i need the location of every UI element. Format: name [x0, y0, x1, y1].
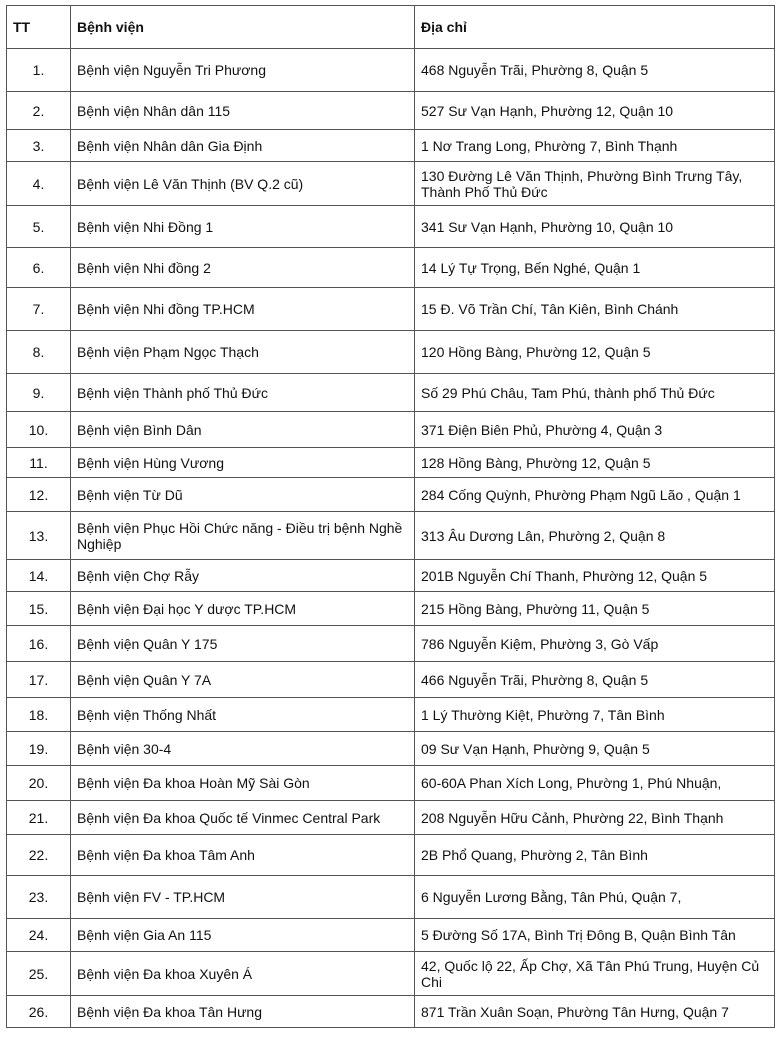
hospital-name: Bệnh viện Nhi đồng 2 — [71, 248, 415, 288]
hospital-address: 6 Nguyễn Lương Bằng, Tân Phú, Quận 7, — [415, 876, 775, 919]
hospital-name: Bệnh viện Đa khoa Tân Hưng — [71, 996, 415, 1028]
table-row — [7, 766, 775, 801]
table-body — [7, 49, 775, 1028]
hospital-name: Bệnh viện Nhân dân Gia Định — [71, 130, 415, 162]
row-number: 19. — [7, 732, 71, 766]
row-number: 11. — [7, 448, 71, 478]
hospital-address: 5 Đường Số 17A, Bình Trị Đông B, Quận Bình Tân — [415, 919, 775, 952]
hospital-address: 60-60A Phan Xích Long, Phường 1, Phú Nhuận, — [415, 766, 775, 801]
table-row — [7, 374, 775, 412]
hospital-name: Bệnh viện 30-4 — [71, 732, 415, 766]
hospital-name: Bệnh viện Thành phố Thủ Đức — [71, 374, 415, 412]
hospital-name: Bệnh viện Bình Dân — [71, 412, 415, 448]
row-number: 17. — [7, 662, 71, 698]
hospital-address: 468 Nguyễn Trãi, Phường 8, Quận 5 — [415, 49, 775, 92]
row-number: 1. — [7, 49, 71, 92]
row-number: 24. — [7, 919, 71, 952]
row-number: 18. — [7, 698, 71, 732]
column-header-tt: TT — [7, 6, 71, 49]
hospital-address: 2B Phổ Quang, Phường 2, Tân Bình — [415, 835, 775, 876]
row-number: 22. — [7, 835, 71, 876]
column-header-hospital: Bệnh viện — [71, 6, 415, 49]
row-number: 13. — [7, 512, 71, 560]
hospital-name: Bệnh viện Nhi Đồng 1 — [71, 206, 415, 248]
row-number: 15. — [7, 592, 71, 626]
table-row — [7, 592, 775, 626]
table-row — [7, 919, 775, 952]
table-row — [7, 49, 775, 92]
hospital-address: 42, Quốc lộ 22, Ấp Chợ, Xã Tân Phú Trung, Huyện Củ Chi — [415, 952, 775, 996]
hospital-name: Bệnh viện Đa khoa Hoàn Mỹ Sài Gòn — [71, 766, 415, 801]
hospital-address: 786 Nguyễn Kiệm, Phường 3, Gò Vấp — [415, 626, 775, 662]
row-number: 20. — [7, 766, 71, 801]
hospital-address: 120 Hồng Bàng, Phường 12, Quận 5 — [415, 331, 775, 374]
row-number: 8. — [7, 331, 71, 374]
hospital-address: 14 Lý Tự Trọng, Bến Nghé, Quận 1 — [415, 248, 775, 288]
row-number: 14. — [7, 560, 71, 592]
table-row — [7, 162, 775, 206]
hospital-address: 201B Nguyễn Chí Thanh, Phường 12, Quận 5 — [415, 560, 775, 592]
hospital-name: Bệnh viện Đa khoa Tâm Anh — [71, 835, 415, 876]
table-row — [7, 801, 775, 835]
hospital-name: Bệnh viện Từ Dũ — [71, 478, 415, 512]
table-row — [7, 206, 775, 248]
table-row — [7, 626, 775, 662]
row-number: 12. — [7, 478, 71, 512]
hospital-name: Bệnh viện Phạm Ngọc Thạch — [71, 331, 415, 374]
hospital-name: Bệnh viện Gia An 115 — [71, 919, 415, 952]
hospital-name: Bệnh viện Đa khoa Xuyên Á — [71, 952, 415, 996]
table-row — [7, 952, 775, 996]
hospital-address: 1 Lý Thường Kiệt, Phường 7, Tân Bình — [415, 698, 775, 732]
hospital-name: Bệnh viện Nhi đồng TP.HCM — [71, 288, 415, 331]
table-row — [7, 288, 775, 331]
hospital-address: 371 Điện Biên Phủ, Phường 4, Quận 3 — [415, 412, 775, 448]
hospital-address: 130 Đường Lê Văn Thịnh, Phường Bình Trưng Tây, Thành Phố Thủ Đức — [415, 162, 775, 206]
row-number: 9. — [7, 374, 71, 412]
hospital-table — [6, 5, 775, 1028]
hospital-name: Bệnh viện Quân Y 7A — [71, 662, 415, 698]
hospital-name: Bệnh viện Lê Văn Thịnh (BV Q.2 cũ) — [71, 162, 415, 206]
table-row — [7, 996, 775, 1028]
table-row — [7, 92, 775, 130]
hospital-address: 128 Hồng Bàng, Phường 12, Quận 5 — [415, 448, 775, 478]
row-number: 16. — [7, 626, 71, 662]
row-number: 4. — [7, 162, 71, 206]
hospital-address: 527 Sư Vạn Hạnh, Phường 12, Quận 10 — [415, 92, 775, 130]
table-header-row — [7, 6, 775, 49]
hospital-address: 466 Nguyễn Trãi, Phường 8, Quận 5 — [415, 662, 775, 698]
table-row — [7, 732, 775, 766]
table-row — [7, 835, 775, 876]
hospital-name: Bệnh viện Quân Y 175 — [71, 626, 415, 662]
hospital-name: Bệnh viện Thống Nhất — [71, 698, 415, 732]
row-number: 2. — [7, 92, 71, 130]
table-row — [7, 876, 775, 919]
table-row — [7, 448, 775, 478]
hospital-name: Bệnh viện Chợ Rẫy — [71, 560, 415, 592]
hospital-name: Bệnh viện Nguyễn Tri Phương — [71, 49, 415, 92]
table-row — [7, 698, 775, 732]
hospital-address: 313 Âu Dương Lân, Phường 2, Quận 8 — [415, 512, 775, 560]
row-number: 6. — [7, 248, 71, 288]
table-row — [7, 478, 775, 512]
table-row — [7, 248, 775, 288]
row-number: 23. — [7, 876, 71, 919]
table-row — [7, 331, 775, 374]
column-header-address: Địa chỉ — [415, 6, 775, 49]
table-row — [7, 412, 775, 448]
hospital-name: Bệnh viện Nhân dân 115 — [71, 92, 415, 130]
hospital-address: 341 Sư Vạn Hạnh, Phường 10, Quận 10 — [415, 206, 775, 248]
hospital-address: 15 Đ. Võ Trần Chí, Tân Kiên, Bình Chánh — [415, 288, 775, 331]
table-row — [7, 512, 775, 560]
hospital-address: 1 Nơ Trang Long, Phường 7, Bình Thạnh — [415, 130, 775, 162]
hospital-name: Bệnh viện FV - TP.HCM — [71, 876, 415, 919]
hospital-address: 215 Hồng Bàng, Phường 11, Quận 5 — [415, 592, 775, 626]
table-row — [7, 130, 775, 162]
row-number: 21. — [7, 801, 71, 835]
hospital-address: Số 29 Phú Châu, Tam Phú, thành phố Thủ Đức — [415, 374, 775, 412]
row-number: 25. — [7, 952, 71, 996]
hospital-address: 284 Cống Quỳnh, Phường Phạm Ngũ Lão , Quận 1 — [415, 478, 775, 512]
row-number: 5. — [7, 206, 71, 248]
row-number: 26. — [7, 996, 71, 1028]
hospital-name: Bệnh viện Đại học Y dược TP.HCM — [71, 592, 415, 626]
hospital-name: Bệnh viện Đa khoa Quốc tế Vinmec Central Park — [71, 801, 415, 835]
hospital-address: 09 Sư Vạn Hạnh, Phường 9, Quận 5 — [415, 732, 775, 766]
table-row — [7, 560, 775, 592]
row-number: 7. — [7, 288, 71, 331]
row-number: 3. — [7, 130, 71, 162]
hospital-name: Bệnh viện Hùng Vương — [71, 448, 415, 478]
table-row — [7, 662, 775, 698]
hospital-name: Bệnh viện Phục Hồi Chức năng - Điều trị bệnh Nghề Nghiệp — [71, 512, 415, 560]
hospital-address: 208 Nguyễn Hữu Cảnh, Phường 22, Bình Thạnh — [415, 801, 775, 835]
hospital-address: 871 Trần Xuân Soạn, Phường Tân Hưng, Quận 7 — [415, 996, 775, 1028]
row-number: 10. — [7, 412, 71, 448]
